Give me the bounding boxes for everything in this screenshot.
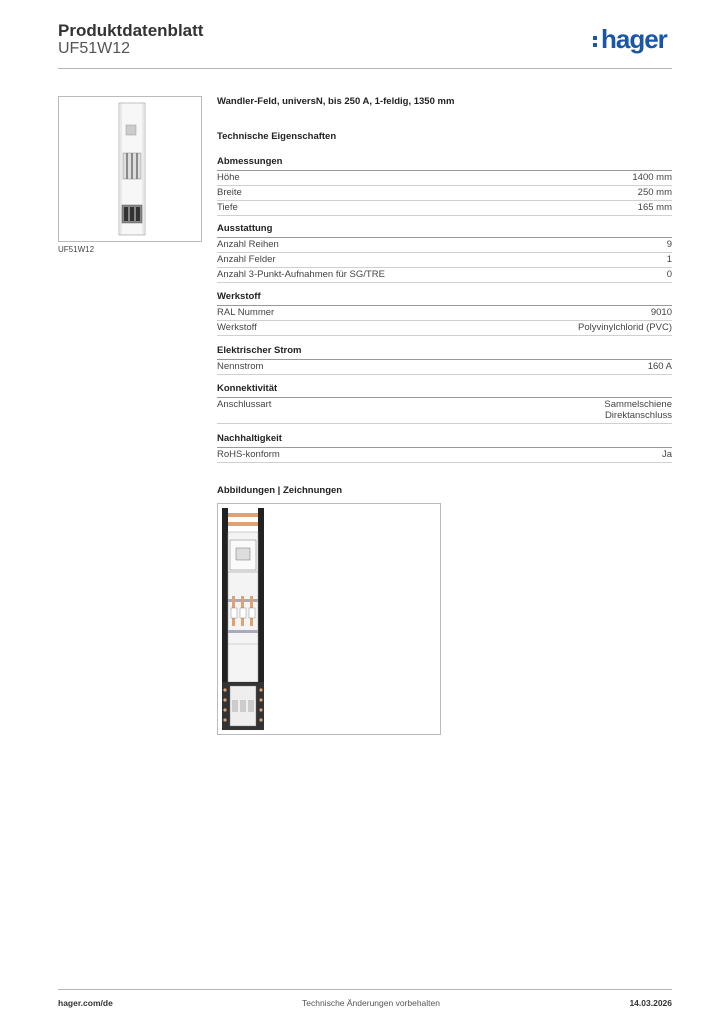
spec-row bbox=[217, 201, 672, 216]
spec-label: Tiefe bbox=[217, 202, 238, 213]
section-equipment bbox=[217, 223, 672, 283]
spec-value: 1 bbox=[666, 254, 672, 265]
logo-dots-icon bbox=[593, 33, 598, 50]
header-divider bbox=[58, 68, 672, 69]
spec-value: 160 A bbox=[647, 361, 672, 372]
spec-label: Höhe bbox=[217, 172, 240, 183]
hager-logo bbox=[593, 24, 667, 55]
section-title: Ausstattung bbox=[217, 223, 672, 238]
spec-value: 9 bbox=[666, 239, 672, 250]
spec-value: 0 bbox=[666, 269, 672, 280]
spec-label: RoHS-konform bbox=[217, 449, 280, 460]
section-title: Abmessungen bbox=[217, 156, 672, 171]
section-material bbox=[217, 291, 672, 336]
spec-value: Polyvinylchlorid (PVC) bbox=[578, 322, 672, 333]
section-connectivity bbox=[217, 383, 672, 424]
spec-label: Anschlussart bbox=[217, 399, 272, 410]
spec-value: Ja bbox=[661, 449, 672, 460]
page-title: Produktdatenblatt bbox=[58, 21, 204, 40]
spec-row bbox=[217, 171, 672, 186]
spec-label: Anzahl 3-Punkt-Aufnahmen für SG/TRE bbox=[217, 269, 385, 280]
spec-row bbox=[217, 186, 672, 201]
spec-value-group bbox=[604, 399, 672, 421]
spec-label: RAL Nummer bbox=[217, 307, 275, 318]
section-title: Nachhaltigkeit bbox=[217, 433, 672, 448]
spec-label: Breite bbox=[217, 187, 242, 198]
technical-drawing bbox=[217, 503, 441, 735]
footer-notice: Technische Änderungen vorbehalten bbox=[302, 998, 440, 1008]
product-description: Wandler-Feld, universN, bis 250 A, 1-feldig, 1350 mm bbox=[217, 96, 455, 107]
product-code: UF51W12 bbox=[58, 40, 131, 57]
spec-value: 165 mm bbox=[637, 202, 672, 213]
section-title: Werkstoff bbox=[217, 291, 672, 306]
spec-row bbox=[217, 398, 672, 424]
section-electric-current bbox=[217, 345, 672, 375]
section-dimensions bbox=[217, 156, 672, 216]
spec-row bbox=[217, 360, 672, 375]
spec-label: Anzahl Reihen bbox=[217, 239, 279, 250]
section-title: Elektrischer Strom bbox=[217, 345, 672, 360]
logo-text: hager bbox=[601, 24, 667, 54]
spec-label: Werkstoff bbox=[217, 322, 257, 333]
section-sustainability bbox=[217, 433, 672, 463]
section-title: Konnektivität bbox=[217, 383, 672, 398]
footer-website: hager.com/de bbox=[58, 998, 113, 1008]
spec-row bbox=[217, 238, 672, 253]
spec-value: 1400 mm bbox=[632, 172, 672, 183]
spec-row bbox=[217, 448, 672, 463]
spec-row bbox=[217, 321, 672, 336]
footer-divider bbox=[58, 989, 672, 990]
spec-row bbox=[217, 253, 672, 268]
footer-date: 14.03.2026 bbox=[629, 998, 672, 1008]
spec-value-secondary: Direktanschluss bbox=[604, 410, 672, 421]
technical-properties-heading: Technische Eigenschaften bbox=[217, 131, 337, 142]
thumbnail-caption: UF51W12 bbox=[58, 245, 95, 254]
spec-value: 9010 bbox=[650, 307, 672, 318]
drawings-heading: Abbildungen | Zeichnungen bbox=[217, 485, 343, 496]
spec-value: 250 mm bbox=[637, 187, 672, 198]
spec-label: Anzahl Felder bbox=[217, 254, 276, 265]
product-thumbnail bbox=[58, 96, 202, 242]
spec-row bbox=[217, 306, 672, 321]
spec-value: Sammelschiene bbox=[604, 399, 672, 410]
spec-row bbox=[217, 268, 672, 283]
spec-label: Nennstrom bbox=[217, 361, 264, 372]
